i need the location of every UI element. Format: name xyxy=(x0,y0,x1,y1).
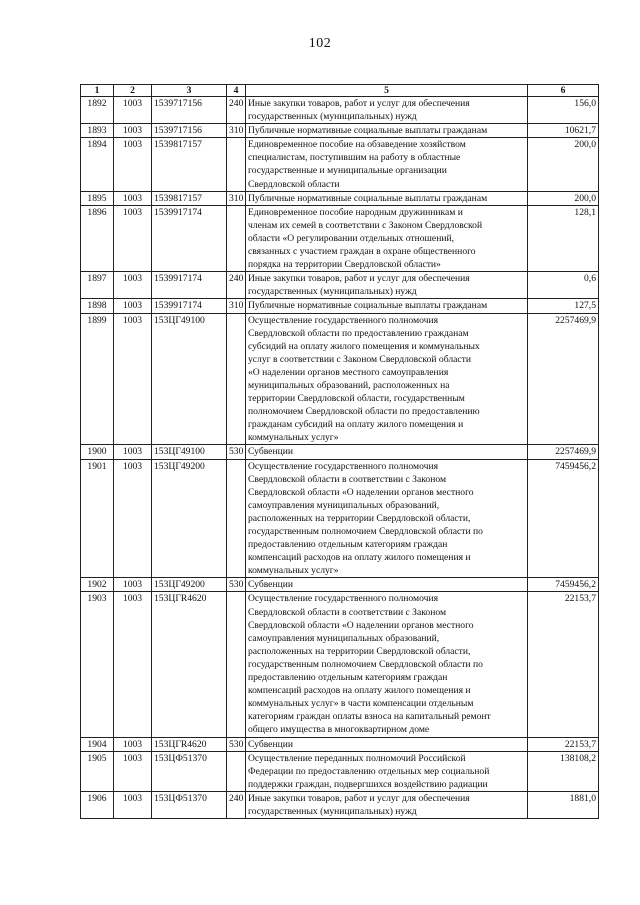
expense-type-cell: 310 xyxy=(227,124,246,138)
row-number-cell: 1896 xyxy=(81,205,114,271)
description-cell: Осуществление государственного полномочия Свердловской области в соответствии с Законом Свердловской области «О наделении органов местного самоуправления муниципальных образований, расположенных на территории Свердловской области, государственным полномочием Свердловской области по предоставлению отдельным категориям граждан компенсаций расходов на оплату жилого помещения и коммунальных услуг» в части компенсации отдельным категориям граждан оплаты взноса на капитальный ремонт общего имущества в многоквартирном доме xyxy=(246,592,528,737)
amount-cell: 156,0 xyxy=(528,97,599,124)
target-code-cell: 1539917174 xyxy=(152,205,227,271)
table-row xyxy=(81,138,599,191)
description-cell: Иные закупки товаров, работ и услуг для обеспечения государственных (муниципальных) нужд xyxy=(246,97,528,124)
amount-cell: 10621,7 xyxy=(528,124,599,138)
description-cell: Единовременное пособие на обзаведение хозяйством специалистам, поступившим на работу в областные государственные и муниципальные организации Свердловской области xyxy=(246,138,528,191)
row-number-cell: 1902 xyxy=(81,578,114,592)
amount-cell: 138108,2 xyxy=(528,751,599,791)
description-cell: Субвенции xyxy=(246,737,528,751)
row-number-cell: 1906 xyxy=(81,791,114,818)
expense-type-cell: 240 xyxy=(227,272,246,299)
table-header xyxy=(81,85,599,97)
expense-type-cell xyxy=(227,592,246,737)
amount-cell: 22153,7 xyxy=(528,737,599,751)
row-number-cell: 1899 xyxy=(81,313,114,445)
amount-cell: 200,0 xyxy=(528,191,599,205)
section-code-cell: 1003 xyxy=(114,592,152,737)
table-row xyxy=(81,592,599,737)
description-cell: Осуществление переданных полномочий Российской Федерации по предоставлению отдельных мер социальной поддержки граждан, подвергшихся воздействию радиации xyxy=(246,751,528,791)
row-number-cell: 1898 xyxy=(81,299,114,313)
section-code-cell: 1003 xyxy=(114,445,152,459)
page-number: 102 xyxy=(308,36,332,51)
target-code-cell: 1539817157 xyxy=(152,138,227,191)
row-number-cell: 1903 xyxy=(81,592,114,737)
section-code-cell: 1003 xyxy=(114,191,152,205)
target-code-cell: 1539717156 xyxy=(152,97,227,124)
description-cell: Субвенции xyxy=(246,578,528,592)
target-code-cell: 153ЦГ49100 xyxy=(152,313,227,445)
expense-type-cell xyxy=(227,751,246,791)
row-number-cell: 1895 xyxy=(81,191,114,205)
section-code-cell: 1003 xyxy=(114,578,152,592)
section-code-cell: 1003 xyxy=(114,138,152,191)
section-code-cell: 1003 xyxy=(114,751,152,791)
expense-type-cell xyxy=(227,205,246,271)
description-cell: Осуществление государственного полномочия Свердловской области в соответствии с Законом Свердловской области «О наделении органов местного самоуправления муниципальных образований, расположенных на территории Свердловской области, государственным полномочием Свердловской области по предоставлению отдельным категориям граждан компенсаций расходов на оплату жилого помещения и коммунальных услуг» xyxy=(246,459,528,578)
section-code-cell: 1003 xyxy=(114,313,152,445)
row-number-cell: 1904 xyxy=(81,737,114,751)
section-code-cell: 1003 xyxy=(114,205,152,271)
amount-cell: 0,6 xyxy=(528,272,599,299)
row-number-cell: 1901 xyxy=(81,459,114,578)
expense-type-cell: 240 xyxy=(227,791,246,818)
description-cell: Осуществление государственного полномочия Свердловской области по предоставлению гражданам субсидий на оплату жилого помещения и коммунальных услуг в соответствии с Законом Свердловской области «О наделении органов местного самоуправления муниципальных образований, расположенных на территории Свердловской области, государственным полномочием Свердловской области по предоставлению гражданам субсидий на оплату жилого помещения и коммунальных услуг» xyxy=(246,313,528,445)
target-code-cell: 153ЦГR4620 xyxy=(152,737,227,751)
description-cell: Единовременное пособие народным дружинникам и членам их семей в соответствии с Законом Свердловской области «О регулировании отдельных отношений, связанных с участием граждан в охране общественного порядка на территории Свердловской области» xyxy=(246,205,528,271)
table-row xyxy=(81,791,599,818)
expense-type-cell xyxy=(227,138,246,191)
target-code-cell: 153ЦФ51370 xyxy=(152,751,227,791)
amount-cell: 7459456,2 xyxy=(528,459,599,578)
table-body xyxy=(81,97,599,819)
target-code-cell: 153ЦГ49200 xyxy=(152,578,227,592)
expense-type-cell: 240 xyxy=(227,97,246,124)
column-header: 3 xyxy=(152,85,227,97)
row-number-cell: 1905 xyxy=(81,751,114,791)
description-cell: Иные закупки товаров, работ и услуг для обеспечения государственных (муниципальных) нужд xyxy=(246,791,528,818)
column-header: 6 xyxy=(528,85,599,97)
amount-cell: 2257469,9 xyxy=(528,313,599,445)
table-row xyxy=(81,313,599,445)
target-code-cell: 153ЦГR4620 xyxy=(152,592,227,737)
table-row xyxy=(81,751,599,791)
amount-cell: 7459456,2 xyxy=(528,578,599,592)
target-code-cell: 1539917174 xyxy=(152,299,227,313)
expense-type-cell: 530 xyxy=(227,445,246,459)
row-number-cell: 1900 xyxy=(81,445,114,459)
header-row xyxy=(81,85,599,97)
target-code-cell: 1539817157 xyxy=(152,191,227,205)
row-number-cell: 1897 xyxy=(81,272,114,299)
expense-type-cell: 310 xyxy=(227,191,246,205)
section-code-cell: 1003 xyxy=(114,124,152,138)
section-code-cell: 1003 xyxy=(114,97,152,124)
table-row xyxy=(81,299,599,313)
column-header: 4 xyxy=(227,85,246,97)
section-code-cell: 1003 xyxy=(114,299,152,313)
table-row xyxy=(81,124,599,138)
amount-cell: 200,0 xyxy=(528,138,599,191)
amount-cell: 1881,0 xyxy=(528,791,599,818)
expense-type-cell: 530 xyxy=(227,578,246,592)
amount-cell: 2257469,9 xyxy=(528,445,599,459)
column-header: 5 xyxy=(246,85,528,97)
target-code-cell: 153ЦФ51370 xyxy=(152,791,227,818)
row-number-cell: 1893 xyxy=(81,124,114,138)
amount-cell: 128,1 xyxy=(528,205,599,271)
expense-type-cell xyxy=(227,313,246,445)
table-row xyxy=(81,445,599,459)
description-cell: Публичные нормативные социальные выплаты гражданам xyxy=(246,191,528,205)
expense-type-cell: 310 xyxy=(227,299,246,313)
description-cell: Публичные нормативные социальные выплаты гражданам xyxy=(246,299,528,313)
table-row xyxy=(81,205,599,271)
target-code-cell: 153ЦГ49100 xyxy=(152,445,227,459)
target-code-cell: 153ЦГ49200 xyxy=(152,459,227,578)
section-code-cell: 1003 xyxy=(114,737,152,751)
description-cell: Иные закупки товаров, работ и услуг для обеспечения государственных (муниципальных) нужд xyxy=(246,272,528,299)
amount-cell: 127,5 xyxy=(528,299,599,313)
column-header: 2 xyxy=(114,85,152,97)
budget-table xyxy=(80,84,599,819)
table-row xyxy=(81,737,599,751)
section-code-cell: 1003 xyxy=(114,791,152,818)
description-cell: Субвенции xyxy=(246,445,528,459)
table-row xyxy=(81,272,599,299)
target-code-cell: 1539717156 xyxy=(152,124,227,138)
table-row xyxy=(81,97,599,124)
section-code-cell: 1003 xyxy=(114,272,152,299)
expense-type-cell: 530 xyxy=(227,737,246,751)
column-header: 1 xyxy=(81,85,114,97)
section-code-cell: 1003 xyxy=(114,459,152,578)
table-row xyxy=(81,191,599,205)
expense-type-cell xyxy=(227,459,246,578)
row-number-cell: 1892 xyxy=(81,97,114,124)
row-number-cell: 1894 xyxy=(81,138,114,191)
table-row xyxy=(81,459,599,578)
target-code-cell: 1539917174 xyxy=(152,272,227,299)
table-row xyxy=(81,578,599,592)
amount-cell: 22153,7 xyxy=(528,592,599,737)
description-cell: Публичные нормативные социальные выплаты гражданам xyxy=(246,124,528,138)
